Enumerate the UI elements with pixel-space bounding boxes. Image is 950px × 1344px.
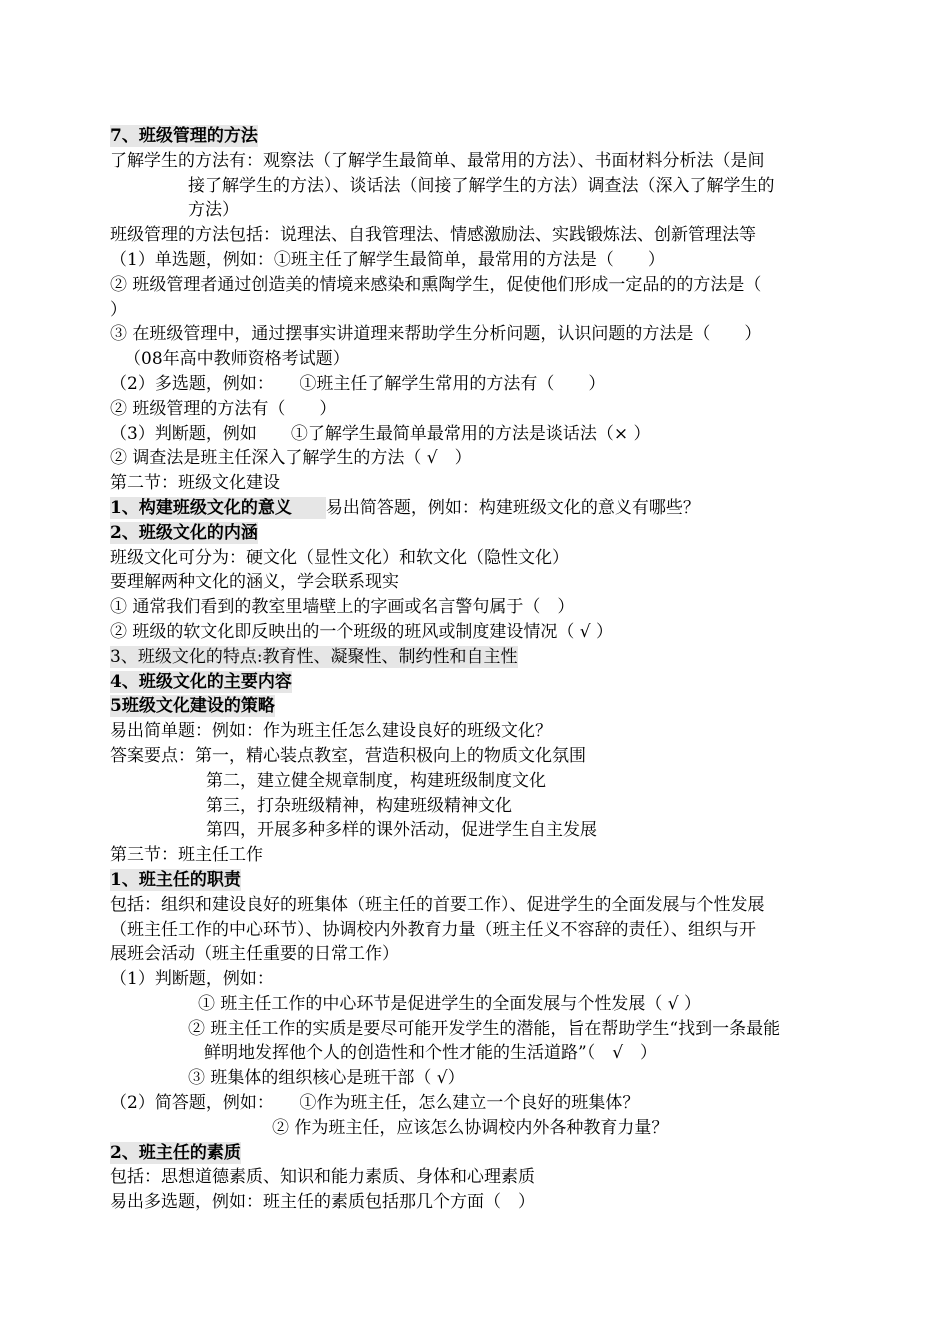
line-text: 方法） bbox=[188, 200, 239, 221]
line-text: 1、班主任的职责 bbox=[110, 869, 241, 890]
line-text: 5班级文化建设的策略 bbox=[110, 696, 275, 717]
line-text: ② 作为班主任，应该怎么协调校内外各种教育力量？ bbox=[272, 1117, 669, 1138]
text-line bbox=[110, 570, 880, 595]
section-heading bbox=[110, 694, 880, 719]
line-text: ② 班级管理者通过创造美的情境来感染和熏陶学生，促使他们形成一定品的的方法是（ bbox=[110, 274, 762, 295]
line-text: （3）判断题，例如 ①了解学生最简单最常用的方法是谈话法（× ） bbox=[110, 423, 651, 444]
section-heading bbox=[110, 521, 880, 546]
text-line bbox=[110, 893, 880, 918]
document-page bbox=[110, 124, 880, 1215]
text-line bbox=[110, 248, 880, 273]
text-line bbox=[110, 347, 880, 372]
text-line bbox=[110, 918, 880, 943]
line-text: 3、班级文化的特点:教育性、凝聚性、制约性和自主性 bbox=[110, 646, 518, 667]
text-line bbox=[110, 769, 880, 794]
text-line bbox=[110, 843, 880, 868]
text-line bbox=[110, 223, 880, 248]
text-line bbox=[110, 298, 880, 323]
section-heading bbox=[110, 670, 880, 695]
text-line bbox=[110, 446, 880, 471]
line-text: （1）单选题，例如：①班主任了解学生最简单，最常用的方法是（ ） bbox=[110, 249, 665, 270]
line-text: 2、班主任的素质 bbox=[110, 1142, 241, 1163]
line-text: 班级管理的方法包括：说理法、自我管理法、情感激励法、实践锻炼法、创新管理法等 bbox=[110, 225, 756, 246]
line-text: 了解学生的方法有：观察法（了解学生最简单、最常用的方法）、书面材料分析法（是间 bbox=[110, 150, 765, 171]
line-text: 第二节：班级文化建设 bbox=[110, 473, 280, 494]
line-text: 答案要点：第一，精心装点教室，营造积极向上的物质文化氛围 bbox=[110, 745, 586, 766]
text-line bbox=[110, 744, 880, 769]
section-heading bbox=[110, 1141, 880, 1166]
text-line bbox=[110, 397, 880, 422]
text-line bbox=[110, 422, 880, 447]
line-text: 班级文化可分为：硬文化（显性文化）和软文化（隐性文化） bbox=[110, 547, 569, 568]
line-text: 4、班级文化的主要内容 bbox=[110, 671, 292, 692]
text-line bbox=[110, 273, 880, 298]
line-text: ① 班主任工作的中心环节是促进学生的全面发展与个性发展（ √ ） bbox=[198, 993, 702, 1014]
text-line bbox=[110, 174, 880, 199]
line-text: 鲜明地发挥他个人的创造性和个性才能的生活道路”（ √ ） bbox=[204, 1043, 658, 1064]
line-text: （1）判断题，例如： bbox=[110, 969, 274, 990]
text-line bbox=[110, 372, 880, 397]
line-text: 包括：组织和建设良好的班集体（班主任的首要工作）、促进学生的全面发展与个性发展 bbox=[110, 894, 765, 915]
line-text: 包括：思想道德素质、知识和能力素质、身体和心理素质 bbox=[110, 1167, 535, 1188]
line-text: 7、班级管理的方法 bbox=[110, 126, 258, 146]
text-line bbox=[110, 794, 880, 819]
text-line bbox=[110, 1190, 880, 1215]
line-text: 2、班级文化的内涵 bbox=[110, 522, 258, 543]
line-text: ③ 在班级管理中，通过摆事实讲道理来帮助学生分析问题，认识问题的方法是（ ） bbox=[110, 324, 762, 345]
line-text: （08年高中教师资格考试题） bbox=[124, 349, 350, 370]
text-line bbox=[110, 1116, 880, 1141]
text-line bbox=[110, 1165, 880, 1190]
line-text: （2）简答题，例如： ①作为班主任，怎么建立一个良好的班集体？ bbox=[110, 1093, 640, 1114]
line-text: 第四，开展多种多样的课外活动，促进学生自主发展 bbox=[206, 820, 597, 841]
text-line bbox=[110, 719, 880, 744]
line-text: 接了解学生的方法）、谈话法（间接了解学生的方法）调查法（深入了解学生的 bbox=[188, 175, 775, 196]
text-line bbox=[110, 942, 880, 967]
line-text: 展班会活动（班主任重要的日常工作） bbox=[110, 944, 399, 965]
text-line bbox=[110, 1091, 880, 1116]
text-line bbox=[110, 149, 880, 174]
text-line bbox=[110, 1017, 880, 1042]
line-text: ② 班级管理的方法有（ ） bbox=[110, 398, 337, 419]
line-text: （班主任工作的中心环节）、协调校内外教育力量（班主任义不容辞的责任）、组织与开 bbox=[110, 919, 756, 940]
text-line bbox=[110, 198, 880, 223]
line-text: ② 班主任工作的实质是要尽可能开发学生的潜能，旨在帮助学生“找到一条最能 bbox=[188, 1018, 781, 1039]
text-line bbox=[110, 992, 880, 1017]
line-text: 第三，打杂班级精神，构建班级精神文化 bbox=[206, 795, 512, 816]
line-text: 1、构建班级文化的意义 bbox=[110, 497, 326, 518]
line-text: （2）多选题，例如： ①班主任了解学生常用的方法有（ ） bbox=[110, 373, 606, 394]
text-line bbox=[110, 471, 880, 496]
text-line bbox=[110, 620, 880, 645]
text-line bbox=[110, 1066, 880, 1091]
line-text: ③ 班集体的组织核心是班干部（ √） bbox=[188, 1068, 465, 1089]
text-line bbox=[110, 546, 880, 571]
line-text: ① 通常我们看到的教室里墙壁上的字画或名言警句属于（ ） bbox=[110, 597, 575, 618]
line-text: 第三节：班主任工作 bbox=[110, 845, 263, 866]
text-line bbox=[110, 1041, 880, 1066]
text-line bbox=[110, 967, 880, 992]
line-text: ② 班级的软文化即反映出的一个班级的班风或制度建设情况（ √ ） bbox=[110, 621, 614, 642]
section-heading bbox=[110, 124, 880, 149]
line-text: 第二，建立健全规章制度，构建班级制度文化 bbox=[206, 770, 546, 791]
text-line bbox=[110, 818, 880, 843]
line-text: ） bbox=[110, 299, 127, 320]
section-heading bbox=[110, 868, 880, 893]
line-text: 要理解两种文化的涵义，学会联系现实 bbox=[110, 572, 399, 593]
section-heading bbox=[110, 496, 880, 521]
text-line bbox=[110, 322, 880, 347]
line-text: 易出简单题：例如：作为班主任怎么建设良好的班级文化？ bbox=[110, 721, 552, 742]
section-heading bbox=[110, 645, 880, 670]
line-text: 易出多选题，例如：班主任的素质包括那几个方面（ ） bbox=[110, 1192, 535, 1213]
line-text-after: 易出简答题，例如：构建班级文化的意义有哪些？ bbox=[325, 497, 700, 518]
text-line bbox=[110, 595, 880, 620]
line-text: ② 调查法是班主任深入了解学生的方法（ √ ） bbox=[110, 448, 472, 469]
